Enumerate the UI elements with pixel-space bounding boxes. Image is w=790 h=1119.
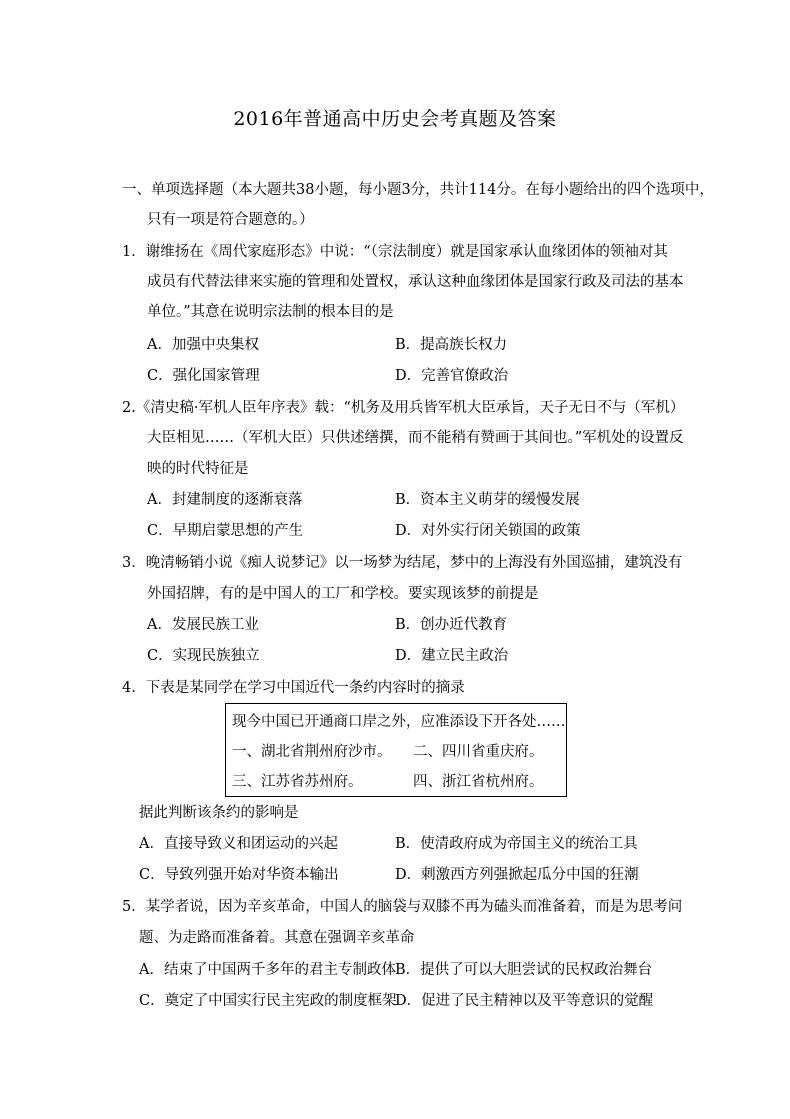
q5-option-b: B．提供了可以大胆尝试的民权政治舞台 (395, 962, 653, 978)
q1-option-c: C．强化国家管理 (147, 368, 260, 384)
q4-option-d: D．刺激西方列强掀起瓜分中国的狂潮 (395, 867, 639, 883)
q4-option-a: A．直接导致义和团运动的兴起 (139, 836, 338, 852)
q1-option-a: A．加强中央集权 (147, 337, 259, 353)
q5-option-c: C．奠定了中国实行民主宪政的制度框架 (139, 993, 397, 1009)
q5-option-d: D．促进了民主精神以及平等意识的觉醒 (395, 993, 654, 1009)
page-title: 2016年普通高中历史会考真题及答案 (233, 108, 557, 130)
q4-question: 据此判断该条约的影响是 (139, 805, 299, 821)
q2-option-d: D．对外实行闭关锁国的政策 (395, 523, 581, 539)
q1-option-b: B．提高族长权力 (395, 337, 508, 353)
q4-option-b: B．使清政府成为帝国主义的统治工具 (395, 836, 638, 852)
q4-option-c: C．导致列强开始对华资本输出 (139, 867, 339, 883)
q3-option-a: A．发展民族工业 (147, 617, 259, 633)
q2-stem-line: 映的时代特征是 (147, 461, 249, 477)
treaty-port-item: 二、四川省重庆府。 (413, 744, 544, 760)
section-heading: 一、单项选择题（本大题共38小题，每小题3分，共计114分。在每小题给出的四个选项中， (122, 182, 714, 198)
treaty-port-item: 三、江苏省苏州府。 (232, 774, 363, 790)
q5-stem-line: 5．某学者说，因为辛亥革命，中国人的脑袋与双膝不再为磕头而准备着，而是为思考问 (122, 899, 683, 915)
q3-stem-line: 3．晚清畅销小说《痴人说梦记》以一场梦为结尾，梦中的上海没有外国巡捕，建筑没有 (122, 555, 683, 571)
q3-option-d: D．建立民主政治 (395, 648, 509, 664)
q1-stem-line: 单位。”其意在说明宗法制的根本目的是 (147, 304, 394, 320)
section-heading-cont: 只有一项是符合题意的。） (147, 212, 314, 228)
q1-stem-line: 1．谢维扬在《周代家庭形态》中说：“（宗法制度）就是国家承认血缘团体的领袖对其 (122, 244, 668, 260)
q2-option-b: B．资本主义萌芽的缓慢发展 (395, 492, 580, 508)
q1-option-d: D．完善官僚政治 (395, 368, 509, 384)
q3-stem-line: 外国招牌，有的是中国人的工厂和学校。要实现该梦的前提是 (147, 586, 539, 602)
q3-option-b: B．创办近代教育 (395, 617, 508, 633)
q2-option-a: A．封建制度的逐渐衰落 (147, 492, 303, 508)
treaty-excerpt-table (225, 703, 567, 797)
q5-option-a: A．结束了中国两千多年的君主专制政体 (139, 962, 396, 978)
q2-stem-line: 2.《清史稿·军机人臣年序表》载：“机务及用兵皆军机大臣承旨，天子无日不与（军机） (122, 400, 685, 416)
treaty-port-item: 一、湖北省荆州府沙市。 (232, 744, 392, 760)
q1-stem-line: 成员有代替法律来实施的管理和处置权，承认这种血缘团体是国家行政及司法的基本 (147, 274, 684, 290)
treaty-excerpt-header: 现今中国已开通商口岸之外，应准添设下开各处…… (232, 714, 566, 730)
q2-stem-line: 大臣相见……（军机大臣）只供述缮撰，而不能稍有赞画于其间也。”军机处的设置反 (147, 430, 684, 446)
treaty-port-item: 四、浙江省杭州府。 (413, 774, 544, 790)
q2-option-c: C．早期启蒙思想的产生 (147, 523, 304, 539)
q5-stem-line: 题、为走路而准备着。其意在强调辛亥革命 (139, 930, 415, 946)
q3-option-c: C．实现民族独立 (147, 648, 260, 664)
q4-stem-line: 4．下表是某同学在学习中国近代一条约内容时的摘录 (122, 680, 465, 696)
